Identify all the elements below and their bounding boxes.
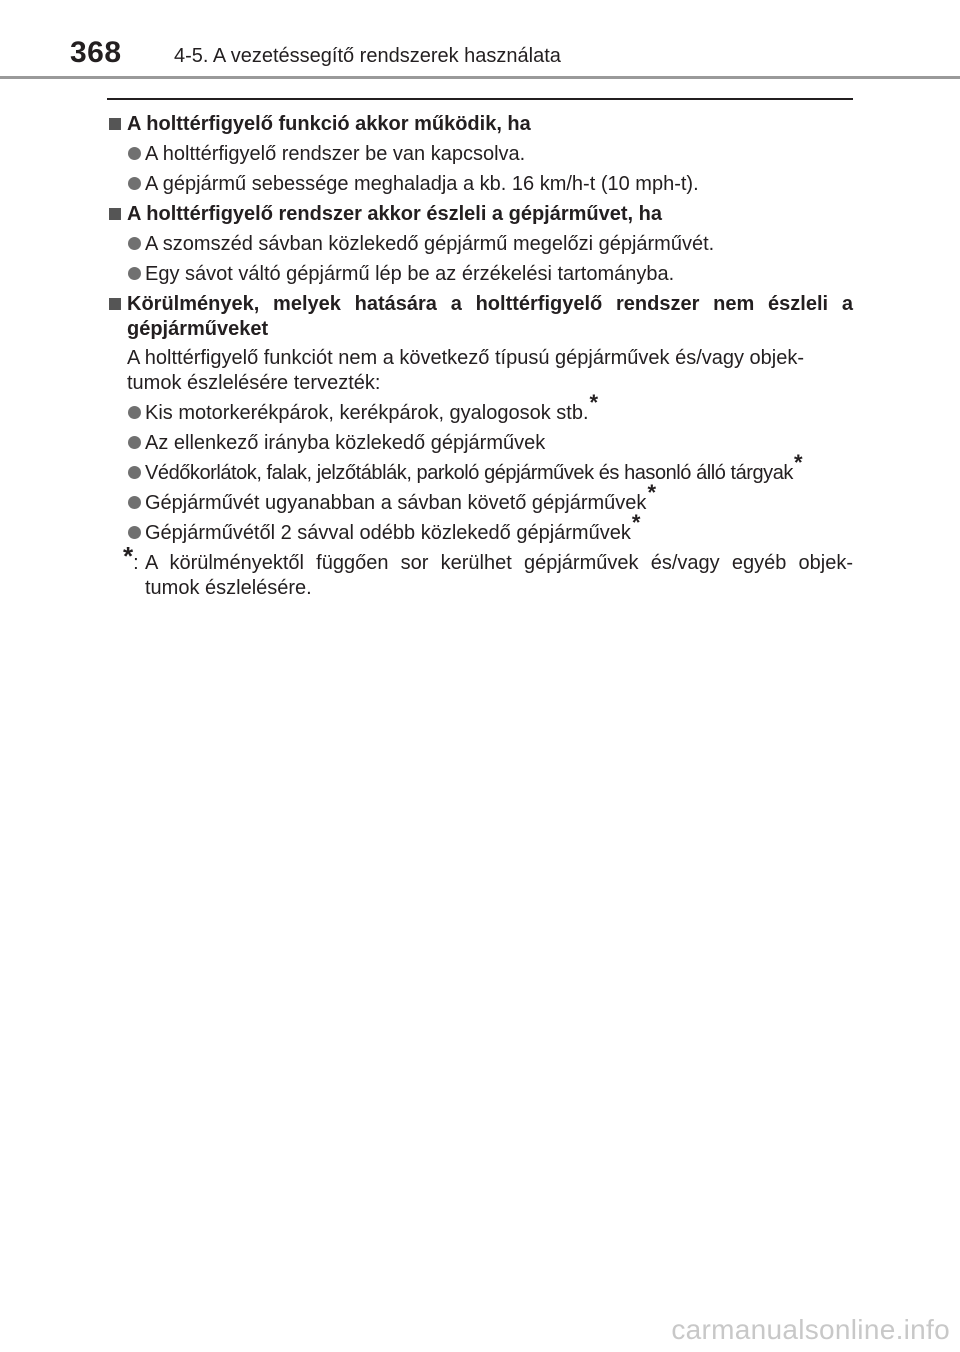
footnote-mark xyxy=(123,541,145,601)
list-item-text: Védőkorlátok, falak, jelzőtáblák, parkoló gépjárművek és hasonló álló tárgyak xyxy=(145,462,793,484)
list-item xyxy=(107,390,853,426)
list-item xyxy=(107,431,853,456)
square-bullet-icon xyxy=(107,112,127,137)
section-heading-limitations xyxy=(107,292,853,342)
watermark: carmanualsonline.info xyxy=(671,1314,950,1345)
footnote-asterisk: * xyxy=(123,541,134,571)
circle-bullet-icon xyxy=(107,491,145,516)
list-item-text: Gépjárművét ugyanabban a sávban követő gépjárművek xyxy=(145,492,647,514)
circle-bullet-icon xyxy=(107,401,145,426)
content-rule xyxy=(107,98,853,100)
list-item xyxy=(107,510,853,546)
list-item xyxy=(107,450,853,486)
footnote-separator: : xyxy=(133,552,139,574)
list-item xyxy=(107,172,853,197)
list-item xyxy=(107,262,853,287)
footnote-marker: * xyxy=(793,450,803,475)
page-content xyxy=(107,107,853,601)
square-bullet-icon xyxy=(107,292,127,342)
list-item xyxy=(107,480,853,516)
footnote-marker: * xyxy=(647,480,656,505)
footnote-marker: * xyxy=(589,390,599,415)
list-item-text: Az ellenkező irányba közlekedő gépjárművek xyxy=(145,432,546,454)
circle-bullet-icon xyxy=(107,431,145,456)
footnote-text: A körülményektől függően sor kerülhet gépjárművek és/vagy egyéb objek-tumok észlelésére. xyxy=(145,552,853,599)
heading-text: Körülmények, melyek hatására a holttérfigyelő rendszer nem észleli a gépjárműveket xyxy=(127,293,853,340)
list-item-text: A gépjármű sebessége meghaladja a kb. 16 km/h-t (10 mph-t). xyxy=(145,173,699,195)
list-item-text: Gépjárművétől 2 sávval odébb közlekedő gépjárművek xyxy=(145,522,631,544)
list-item-text: Kis motorkerékpárok, kerékpárok, gyalogosok stb. xyxy=(145,402,589,424)
list-item-text: A szomszéd sávban közlekedő gépjármű megelőzi gépjárművét. xyxy=(145,233,715,255)
section-heading-detection xyxy=(107,202,853,227)
heading-text: A holttérfigyelő rendszer akkor észleli a gépjárművet, ha xyxy=(127,203,662,225)
square-bullet-icon xyxy=(107,202,127,227)
list-item-text: A holttérfigyelő rendszer be van kapcsolva. xyxy=(145,143,526,165)
list-item-text: Egy sávot váltó gépjármű lép be az érzékelési tartományba. xyxy=(145,263,675,285)
list-item xyxy=(107,142,853,167)
intro-paragraph: A holttérfigyelő funkciót nem a következő típusú gépjárművek és/vagy objek-tumok észlelésére tervezték: xyxy=(127,347,805,394)
page-header xyxy=(0,0,960,80)
circle-bullet-icon xyxy=(107,262,145,287)
circle-bullet-icon xyxy=(107,172,145,197)
footnote-marker: * xyxy=(631,510,641,535)
footnote xyxy=(107,541,853,601)
circle-bullet-icon xyxy=(107,461,145,486)
heading-text: A holttérfigyelő funkció akkor működik, ha xyxy=(127,113,531,135)
page-number: 368 xyxy=(70,36,122,69)
header-rule xyxy=(0,76,960,79)
list-item xyxy=(107,232,853,257)
section-title: 4-5. A vezetéssegítő rendszerek használata xyxy=(174,45,561,67)
circle-bullet-icon xyxy=(107,232,145,257)
circle-bullet-icon xyxy=(107,142,145,167)
section-heading-operation xyxy=(107,112,853,137)
